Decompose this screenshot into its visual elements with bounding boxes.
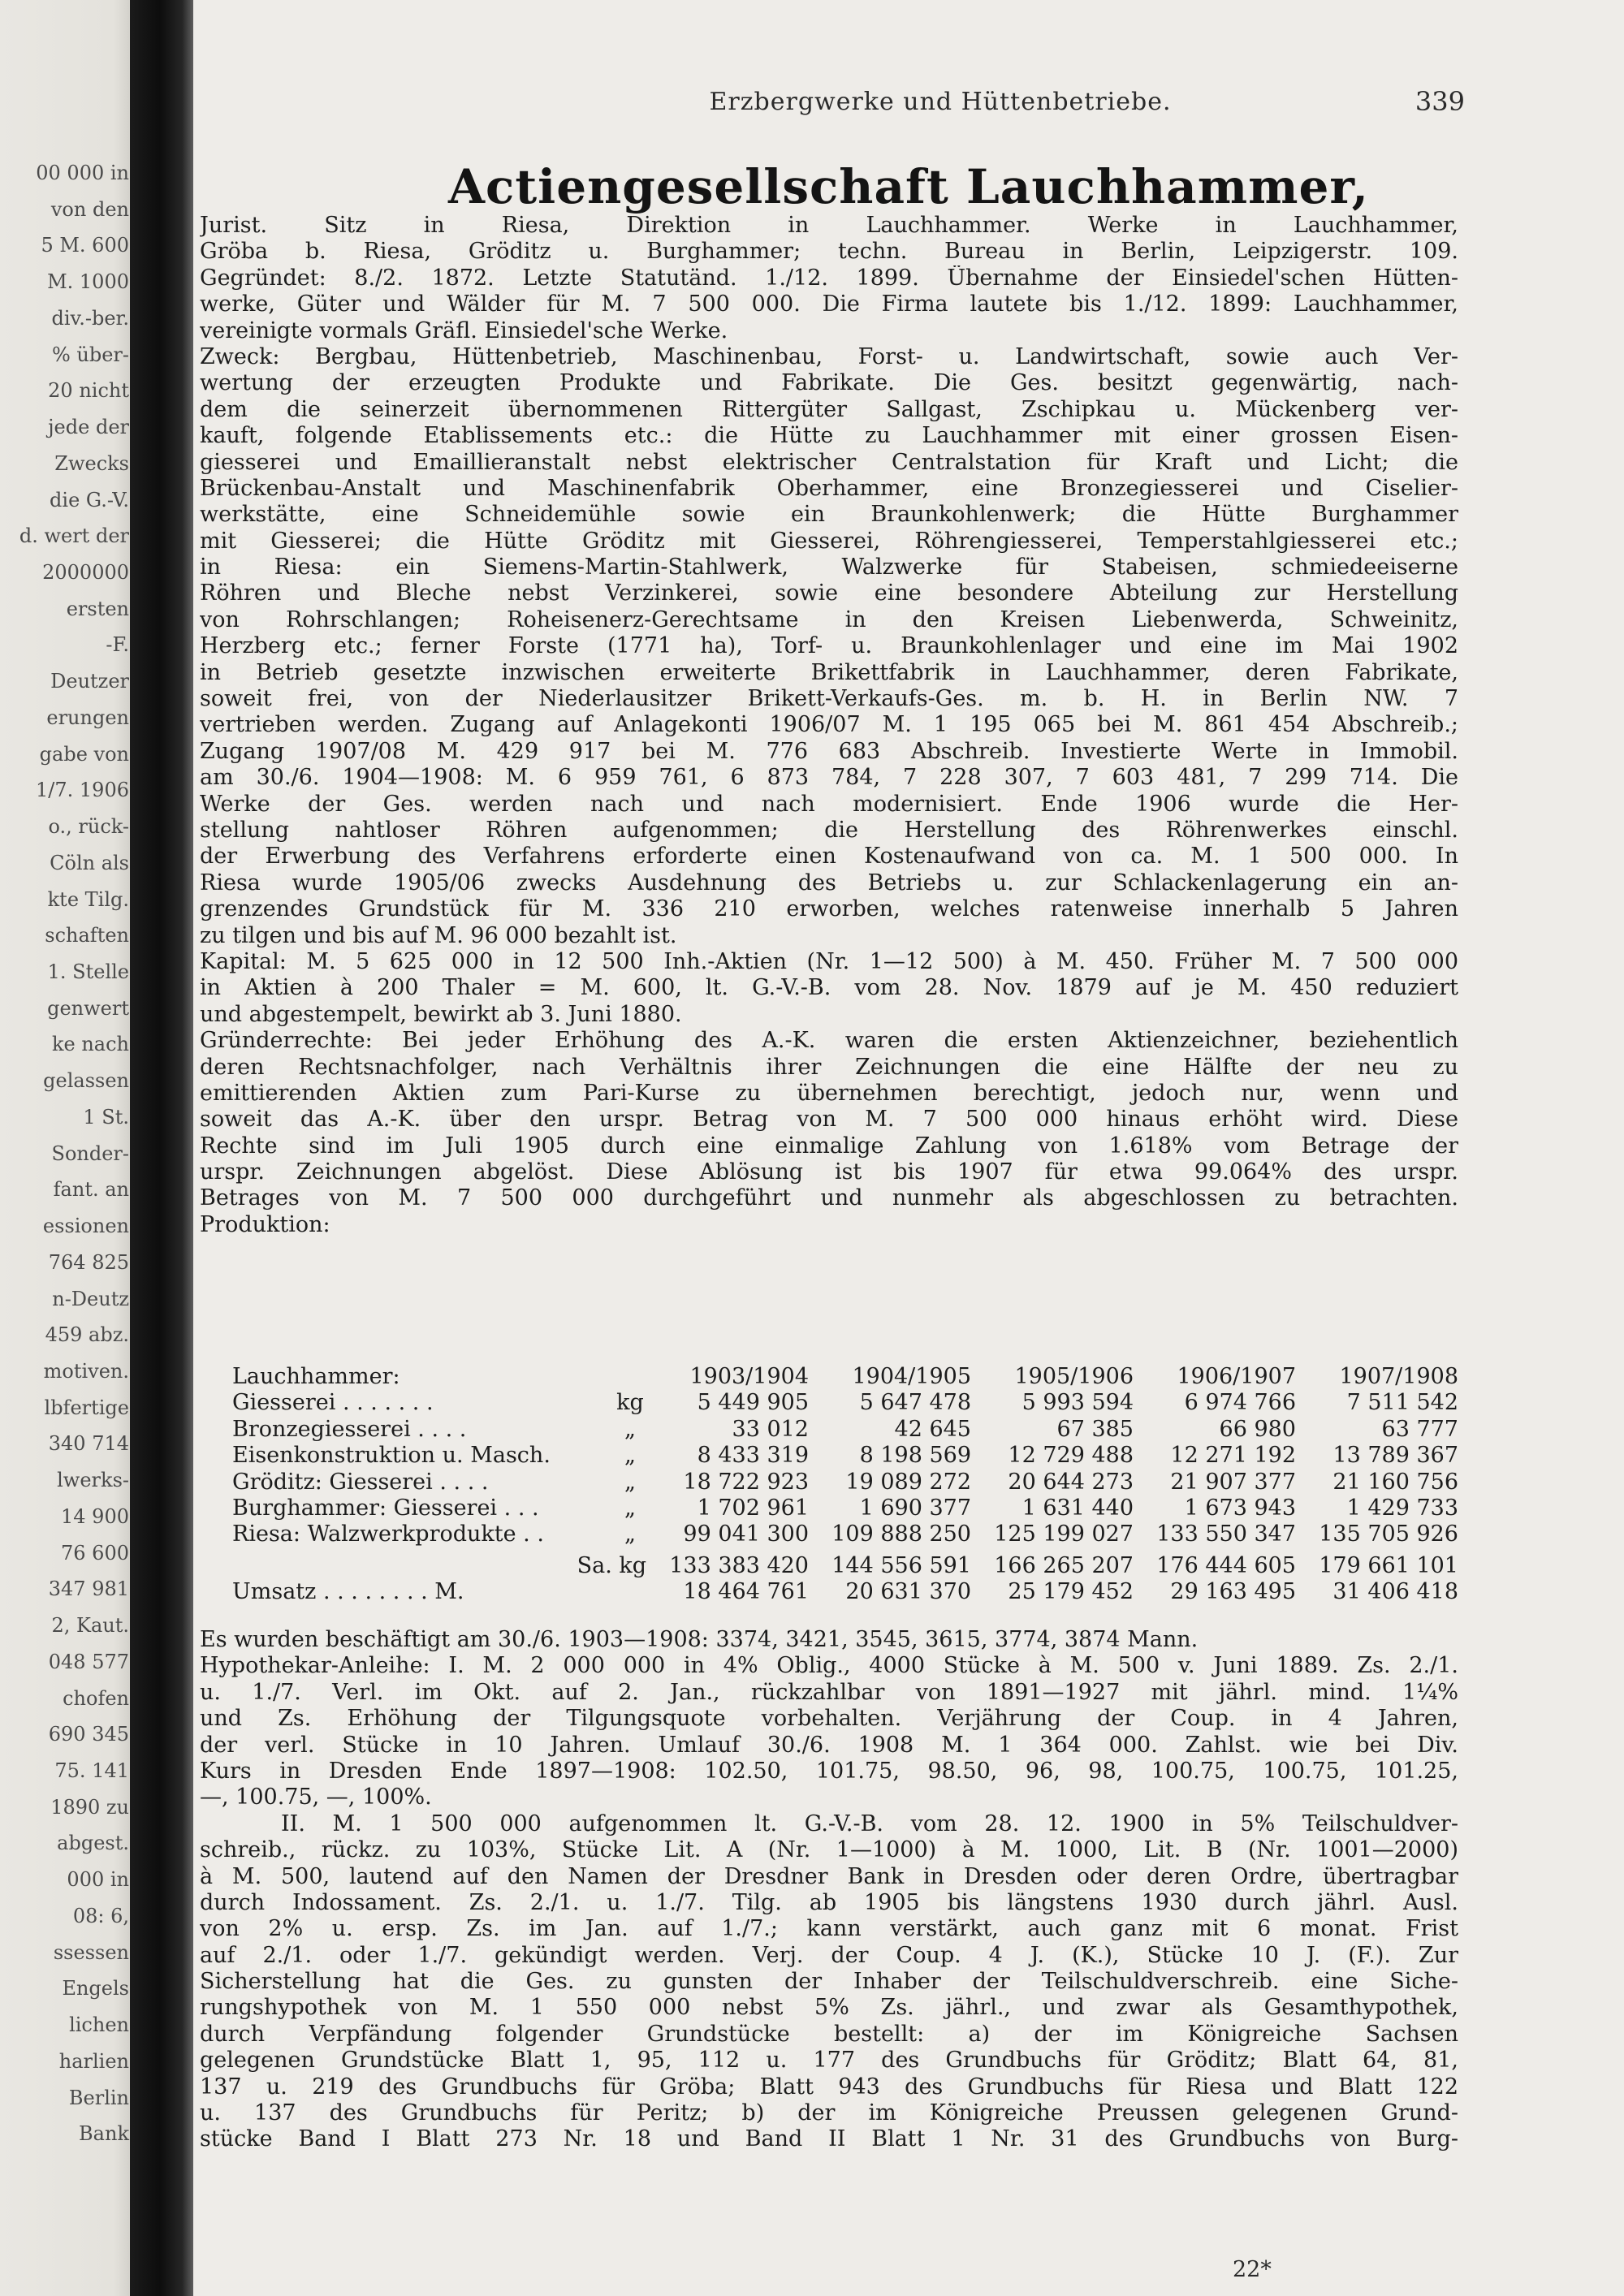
left-page-fragment: 000 in — [67, 1868, 129, 1892]
table-cell: 21 160 756 — [1332, 1469, 1458, 1495]
table-cell: 20 631 370 — [845, 1579, 971, 1605]
text-line: Jurist. Sitz in Riesa, Direktion in Lauchhammer. Werke in Lauchhammer, — [200, 213, 1458, 238]
left-page-fragment: Bank — [79, 2122, 129, 2146]
text-line: soweit frei, von der Niederlausitzer Brikett-Verkaufs-Ges. m. b. H. in Berlin NW. 7 — [200, 686, 1458, 712]
table-header-cell: 1903/1904 — [689, 1364, 809, 1389]
left-page-fragment: lwerks- — [57, 1469, 129, 1492]
left-page-fragment: ssessen — [53, 1940, 129, 1964]
left-page-fragment: Zwecks — [54, 451, 129, 475]
left-page-fragment: Engels — [62, 1977, 129, 2000]
table-cell: 12 729 488 — [1008, 1443, 1134, 1469]
left-page-fragment: 340 714 — [48, 1432, 129, 1456]
table-cell: 25 179 452 — [1008, 1579, 1134, 1605]
table-cell: 5 993 594 — [1021, 1390, 1134, 1416]
production-table-header — [232, 1364, 1458, 1390]
table-cell: „ — [624, 1443, 636, 1469]
article-title: Actiengesellschaft Lauchhammer, — [448, 159, 1369, 214]
text-line: Gründerrechte: Bei jeder Erhöhung des A.-K. waren die ersten Aktienzeichner, beziehentlich — [200, 1028, 1458, 1054]
text-line: von 2% u. ersp. Zs. im Jan. auf 1./7.; kann verstärkt, auch ganz mit 6 monat. Frist — [200, 1916, 1458, 1942]
table-row — [232, 1390, 1458, 1416]
left-page-fragment: Sonder- — [51, 1142, 129, 1165]
left-page-fragment: erungen — [46, 706, 129, 729]
text-line: stücke Band I Blatt 273 Nr. 18 und Band II Blatt 1 Nr. 31 des Grundbuchs von Burg- — [200, 2126, 1458, 2152]
table-sum-row — [232, 1548, 1458, 1579]
table-cell: Burghammer: Giesserei . . . — [232, 1495, 539, 1521]
left-page-fragment: motiven. — [43, 1360, 129, 1383]
text-line: Röhren und Bleche nebst Verzinkerei, sowie eine besondere Abteilung zur Herstellung — [200, 580, 1458, 606]
left-page-fragment: 08: 6, — [72, 1904, 129, 1927]
table-cell: 63 777 — [1381, 1416, 1458, 1442]
left-page-fragment: essionen — [42, 1215, 129, 1238]
table-header-cell: Lauchhammer: — [232, 1364, 400, 1389]
table-cell: 179 661 101 — [1319, 1552, 1458, 1578]
text-line: Zugang 1907/08 M. 429 917 bei M. 776 683 Abschreib. Investierte Werte in Immobil. — [200, 738, 1458, 764]
left-page-fragment: 00 000 in — [36, 162, 129, 184]
text-line: Gegründet: 8./2. 1872. Letzte Statutänd. 1./12. 1899. Übernahme der Einsiedel'schen Hütten- — [200, 265, 1458, 291]
left-page-fragment: 347 981 — [48, 1577, 129, 1601]
text-line: schreib., rückz. zu 103%, Stücke Lit. A (Nr. 1—1000) à M. 1000, Lit. B (Nr. 1001—2000) — [200, 1837, 1458, 1863]
left-page-fragment: n-Deutz — [52, 1287, 129, 1310]
table-cell: 133 383 420 — [669, 1552, 809, 1578]
left-page-fragment: div.-ber. — [51, 306, 129, 330]
text-line: rungshypothek von M. 1 550 000 nebst 5% Zs. jährl., und zwar als Gesamthypothek, — [200, 1995, 1458, 2021]
text-line: grenzendes Grundstück für M. 336 210 erworben, welches ratenweise innerhalb 5 Jahren — [200, 896, 1458, 922]
left-page-fragment: fant. an — [53, 1178, 129, 1202]
table-cell: 1 673 943 — [1184, 1495, 1296, 1521]
table-header-cell — [614, 1364, 646, 1390]
table-cell: Bronzegiesserei . . . . — [232, 1416, 467, 1442]
table-cell: 8 198 569 — [859, 1443, 971, 1469]
left-page-fragment: ersten — [66, 597, 129, 620]
table-cell: 42 645 — [894, 1416, 971, 1442]
text-line: Es wurden beschäftigt am 30./6. 1903—1908: 3374, 3421, 3545, 3615, 3774, 3874 Mann. — [200, 1627, 1199, 1652]
table-row — [232, 1443, 1458, 1469]
text-line: und Zs. Erhöhung der Tilgungsquote vorbehalten. Verjährung der Coup. in 4 Jahren, — [200, 1706, 1458, 1732]
text-line: der verl. Stücke in 10 Jahren. Umlauf 30./6. 1908 M. 1 364 000. Zahlst. wie bei Div. — [200, 1732, 1458, 1758]
left-page-fragment: 75. 141 — [54, 1759, 129, 1782]
table-cell: 6 974 766 — [1184, 1390, 1296, 1416]
left-page-fragment: 2000000 — [42, 561, 129, 584]
text-line: stellung nahtloser Röhren aufgenommen; die Herstellung des Röhrenwerkes einschl. — [200, 817, 1458, 843]
table-cell: 99 041 300 — [683, 1521, 809, 1547]
table-cell: 8 433 319 — [697, 1443, 809, 1469]
text-line: von Rohrschlangen; Roheisenerz-Gerechtsame in den Kreisen Liebenwerda, Schweinitz, — [200, 606, 1458, 632]
left-page-fragment: % über- — [51, 343, 129, 366]
table-cell: 109 888 250 — [831, 1521, 971, 1547]
table-cell: Umsatz . . . . . . . . M. — [232, 1579, 464, 1605]
table-cell: 166 265 207 — [994, 1552, 1134, 1578]
signature-mark: 22* — [1233, 2257, 1272, 2282]
text-line: Gröba b. Riesa, Gröditz u. Burghammer; techn. Bureau in Berlin, Leipzigerstr. 109. — [200, 239, 1458, 265]
table-cell: 1 702 961 — [697, 1495, 809, 1521]
text-line: kauft, folgende Etablissements etc.: die Hütte zu Lauchhammer mit einer grossen Eisen- — [200, 423, 1458, 449]
left-page-fragment: 1/7. 1906 — [36, 779, 129, 802]
left-page-fragment: gabe von — [39, 742, 129, 766]
text-line: gelegenen Grundstücke Blatt 1, 95, 112 u. 177 des Grundbuchs für Gröditz; Blatt 64, 81, — [200, 2048, 1458, 2074]
left-page-fragment: kte Tilg. — [47, 887, 129, 911]
text-line: wertung der erzeugten Produkte und Fabrikate. Die Ges. besitzt gegenwärtig, nach- — [200, 370, 1458, 396]
text-line: deren Rechtsnachfolger, nach Verhältnis ihrer Zeichnungen die eine Hälfte der neu zu — [200, 1054, 1458, 1080]
table-row — [232, 1470, 1458, 1495]
table-header-cell: 1906/1907 — [1177, 1364, 1296, 1389]
left-page-fragment: die G.-V. — [50, 488, 129, 511]
left-page-fragment: lbfertige — [44, 1396, 129, 1419]
table-row — [232, 1521, 1458, 1547]
table-cell: 20 644 273 — [1008, 1469, 1134, 1495]
left-page-fragment: 690 345 — [48, 1723, 129, 1746]
text-line: in Aktien à 200 Thaler = M. 600, lt. G.-V.-B. vom 28. Nov. 1879 auf je M. 450 reduziert — [200, 975, 1458, 1001]
left-page-fragment: M. 1000 — [47, 270, 129, 294]
table-cell: kg — [616, 1390, 644, 1416]
text-line: Brückenbau-Anstalt und Maschinenfabrik Oberhammer, eine Bronzegiesserei und Ciselier- — [200, 475, 1458, 501]
text-line: durch Indossament. Zs. 2./1. u. 1./7. Tilg. ab 1905 bis längstens 1930 durch jährl. Ausl. — [200, 1889, 1458, 1915]
text-line: 137 u. 219 des Grundbuchs für Gröba; Blatt 943 des Grundbuchs für Riesa und Blatt 122 — [200, 2074, 1458, 2100]
text-line: Produktion: — [200, 1211, 330, 1237]
body-text — [200, 213, 1458, 1238]
left-page-fragment: 14 900 — [61, 1504, 129, 1528]
left-page-fragment: schaften — [45, 924, 129, 947]
table-cell: „ — [624, 1416, 636, 1442]
table-cell: 135 705 926 — [1319, 1521, 1458, 1547]
left-page-fragment: von den — [50, 197, 129, 221]
left-page-fragment: 1 St. — [83, 1105, 129, 1129]
table-cell: 12 271 192 — [1170, 1443, 1296, 1469]
running-header: Erzbergwerke und Hüttenbetriebe. — [709, 88, 1172, 116]
text-line: urspr. Zeichnungen abgelöst. Diese Ablösung ist bis 1907 für etwa 99.064% des urspr. — [200, 1159, 1458, 1185]
left-page-fragment: abgest. — [57, 1832, 129, 1855]
production-table — [232, 1364, 1458, 1606]
table-cell: 1 429 733 — [1346, 1495, 1458, 1521]
text-line: à M. 500, lautend auf den Namen der Dresdner Bank in Dresden oder deren Ordre, übertragbar — [200, 1863, 1458, 1889]
table-cell: 19 089 272 — [845, 1469, 971, 1495]
left-page-fragment: 2, Kaut. — [51, 1614, 129, 1638]
table-cell: 31 406 418 — [1332, 1579, 1458, 1605]
table-cell: 5 647 478 — [859, 1390, 971, 1416]
left-page-fragment: chofen — [63, 1686, 129, 1710]
left-page-fragment: 76 600 — [61, 1541, 129, 1564]
text-line: werke, Güter und Wälder für M. 7 500 000. Die Firma lautete bis 1./12. 1899: Lauchhammer, — [200, 291, 1458, 317]
table-cell: Giesserei . . . . . . . — [232, 1390, 434, 1416]
table-cell: 66 980 — [1219, 1416, 1296, 1442]
left-page-fragment: Cöln als — [50, 851, 129, 874]
left-page-fragment: 1890 zu — [50, 1795, 129, 1819]
table-cell: 18 722 923 — [683, 1469, 809, 1495]
text-line: Riesa wurde 1905/06 zwecks Ausdehnung des Betriebs u. zur Schlackenlagerung ein an- — [200, 870, 1458, 896]
text-line: dem die seinerzeit übernommenen Rittergüter Sallgast, Zschipkau u. Mückenberg ver- — [200, 396, 1458, 422]
table-header-cell: 1904/1905 — [852, 1364, 971, 1389]
left-page-fragment: 5 M. 600 — [41, 234, 129, 257]
left-page-fragment: 20 nicht — [48, 379, 129, 403]
left-page-fragment: d. wert der — [19, 524, 129, 548]
table-cell: 13 789 367 — [1332, 1443, 1458, 1469]
table-cell: „ — [624, 1495, 636, 1521]
table-cell: „ — [624, 1469, 636, 1495]
text-line: vereinigte vormals Gräfl. Einsiedel'sche Werke. — [200, 317, 728, 343]
text-line: durch Verpfändung folgender Grundstücke bestellt: a) der im Königreiche Sachsen — [200, 2021, 1458, 2047]
left-page-fragment: 764 825 — [48, 1250, 129, 1274]
table-row — [232, 1495, 1458, 1521]
text-line: Kurs in Dresden Ende 1897—1908: 102.50, 101.75, 98.50, 96, 98, 100.75, 100.75, 101.25, — [200, 1758, 1458, 1784]
left-page-fragment: Deutzer — [50, 670, 129, 693]
text-line: Sicherstellung hat die Ges. zu gunsten der Inhaber der Teilschuldverschreib. eine Siche- — [200, 1969, 1458, 1995]
text-line: der Erwerbung des Verfahrens erforderte einen Kostenaufwand von ca. M. 1 500 000. In — [200, 844, 1458, 870]
text-line: in Riesa: ein Siemens-Martin-Stahlwerk, Walzwerke für Stabeisen, schmiedeeiserne — [200, 555, 1458, 580]
table-cell: 176 444 605 — [1156, 1552, 1296, 1578]
left-page-fragment: 459 abz. — [45, 1323, 129, 1347]
text-line: in Betrieb gesetzte inzwischen erweiterte Brikettfabrik in Lauchhammer, deren Fabrikate, — [200, 659, 1458, 685]
table-cell: „ — [624, 1521, 636, 1547]
text-line: emittierenden Aktien zum Pari-Kurse zu übernehmen berechtigt, jedoch nur, wenn und — [200, 1080, 1458, 1106]
text-line: Zweck: Bergbau, Hüttenbetrieb, Maschinenbau, Forst- u. Landwirtschaft, sowie auch Ver- — [200, 343, 1458, 369]
table-header-cell: 1907/1908 — [1339, 1364, 1458, 1389]
table-cell: 7 511 542 — [1346, 1390, 1458, 1416]
body-text-continued — [200, 1627, 1458, 2153]
table-cell: 125 199 027 — [994, 1521, 1134, 1547]
text-line: Rechte sind im Juli 1905 durch eine einmalige Zahlung von 1.618% vom Betrage der — [200, 1133, 1458, 1159]
document-page — [193, 0, 1624, 2296]
page-number: 339 — [1415, 86, 1465, 117]
left-page-fragment: -F. — [106, 633, 129, 657]
text-line: am 30./6. 1904—1908: M. 6 959 761, 6 873 784, 7 228 307, 7 603 481, 7 299 714. Die — [200, 765, 1458, 791]
text-line: Herzberg etc.; ferner Forste (1771 ha), Torf- u. Braunkohlenlager und eine im Mai 1902 — [200, 633, 1458, 659]
text-line: vertrieben werden. Zugang auf Anlagekonti 1906/07 M. 1 195 065 bei M. 861 454 Abschreib.; — [200, 712, 1458, 738]
text-line: zu tilgen und bis auf M. 96 000 bezahlt ist. — [200, 922, 677, 948]
text-line: giesserei und Emaillieranstalt nebst elektrischer Centralstation für Kraft und Licht; die — [200, 449, 1458, 475]
text-line: II. M. 1 500 000 aufgenommen lt. G.-V.-B. vom 28. 12. 1900 in 5% Teilschuldver- — [281, 1810, 1458, 1836]
text-line: Betrages von M. 7 500 000 durchgeführt und nunmehr als abgeschlossen zu betrachten. — [200, 1185, 1458, 1211]
table-cell: 133 550 347 — [1156, 1521, 1296, 1547]
left-page-fragment: ke nach — [51, 1033, 129, 1056]
table-cell: 1 690 377 — [859, 1495, 971, 1521]
table-cell: 29 163 495 — [1170, 1579, 1296, 1605]
table-cell: 144 556 591 — [831, 1552, 971, 1578]
table-header-cell: 1905/1906 — [1014, 1364, 1134, 1389]
text-line: u. 137 des Grundbuchs für Peritz; b) der im Königreiche Preussen gelegenen Grund- — [200, 2100, 1458, 2126]
left-page-fragment: gelassen — [43, 1069, 129, 1093]
left-page-fragment: Berlin — [68, 2086, 129, 2109]
table-row — [232, 1579, 1458, 1605]
table-cell: 67 385 — [1056, 1416, 1134, 1442]
left-page-fragment: harlien — [58, 2049, 129, 2073]
text-line: mit Giesserei; die Hütte Gröditz mit Giesserei, Röhrengiesserei, Temperstahlgiesserei etc.; — [200, 528, 1458, 554]
left-page-fragment: lichen — [69, 2013, 129, 2037]
table-cell: Sa. kg — [577, 1552, 646, 1578]
table-cell: Eisenkonstruktion u. Masch. — [232, 1443, 551, 1469]
left-facing-page — [0, 0, 134, 2296]
text-line: werkstätte, eine Schneidemühle sowie ein Braunkohlenwerk; die Hütte Burghammer — [200, 502, 1458, 528]
table-row — [232, 1417, 1458, 1443]
text-line: auf 2./1. oder 1./7. gekündigt werden. Verj. der Coup. 4 J. (K.), Stücke 10 J. (F.). Zur — [200, 1942, 1458, 1968]
table-cell: 33 012 — [732, 1416, 809, 1442]
text-line: Hypothekar-Anleihe: I. M. 2 000 000 in 4% Oblig., 4000 Stücke à M. 500 v. Juni 1889. Zs. 2./1. — [200, 1653, 1458, 1679]
text-line: —, 100.75, —, 100%. — [200, 1785, 432, 1810]
left-page-fragment: 048 577 — [48, 1650, 129, 1673]
left-page-fragment: jede der — [48, 416, 129, 439]
table-cell: 1 631 440 — [1021, 1495, 1134, 1521]
text-line: Kapital: M. 5 625 000 in 12 500 Inh.-Aktien (Nr. 1—12 500) à M. 450. Früher M. 7 500 000 — [200, 948, 1458, 974]
text-line: Werke der Ges. werden nach und nach modernisiert. Ende 1906 wurde die Her- — [200, 791, 1458, 817]
text-line: und abgestempelt, bewirkt ab 3. Juni 1880. — [200, 1001, 682, 1027]
table-cell: 5 449 905 — [697, 1390, 809, 1416]
left-page-fragment: genwert — [47, 996, 129, 1020]
table-cell: Gröditz: Giesserei . . . . — [232, 1469, 489, 1495]
text-line: u. 1./7. Verl. im Okt. auf 2. Jan., rückzahlbar von 1891—1927 mit jährl. mind. 1¼% — [200, 1679, 1458, 1705]
table-cell: 18 464 761 — [683, 1579, 809, 1605]
table-cell: Riesa: Walzwerkprodukte . . — [232, 1521, 544, 1547]
table-cell: 21 907 377 — [1170, 1469, 1296, 1495]
left-page-fragment: o., rück- — [48, 815, 129, 839]
text-line: soweit das A.-K. über den urspr. Betrag von M. 7 500 000 hinaus erhöht wird. Diese — [200, 1107, 1458, 1133]
left-page-fragment: 1. Stelle — [47, 960, 129, 983]
